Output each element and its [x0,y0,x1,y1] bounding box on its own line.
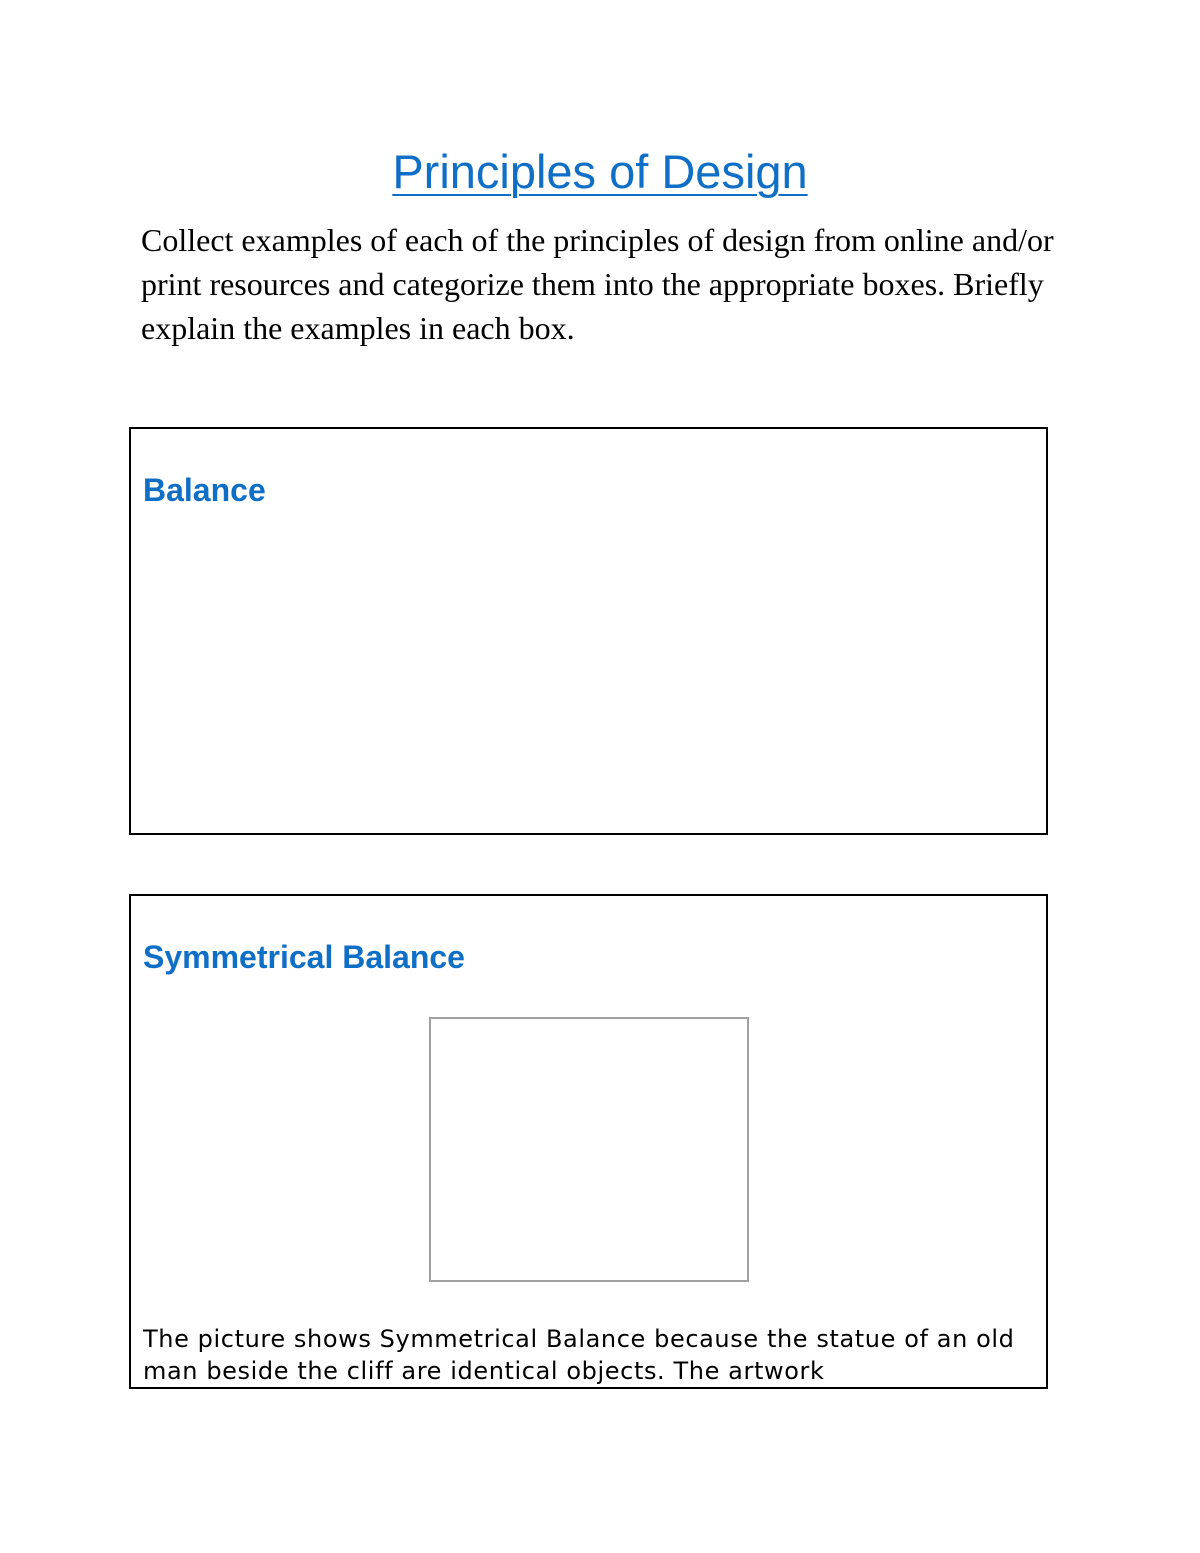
balance-box [129,427,1048,835]
symmetrical-balance-description: The picture shows Symmetrical Balance because the statue of an old man beside the cliff are identical objects. The artwork [143,1325,1015,1385]
balance-heading: Balance [143,472,266,508]
symmetrical-balance-box [129,894,1048,1389]
symmetrical-balance-heading: Symmetrical Balance [143,939,465,975]
page-title: Principles of Design [392,145,808,198]
example-image-placeholder [429,1017,749,1282]
instructions-paragraph: Collect examples of each of the principles of design from online and/or print resources and categorize them into the appropriate boxes. Briefly explain the examples in each box. [141,222,1054,346]
